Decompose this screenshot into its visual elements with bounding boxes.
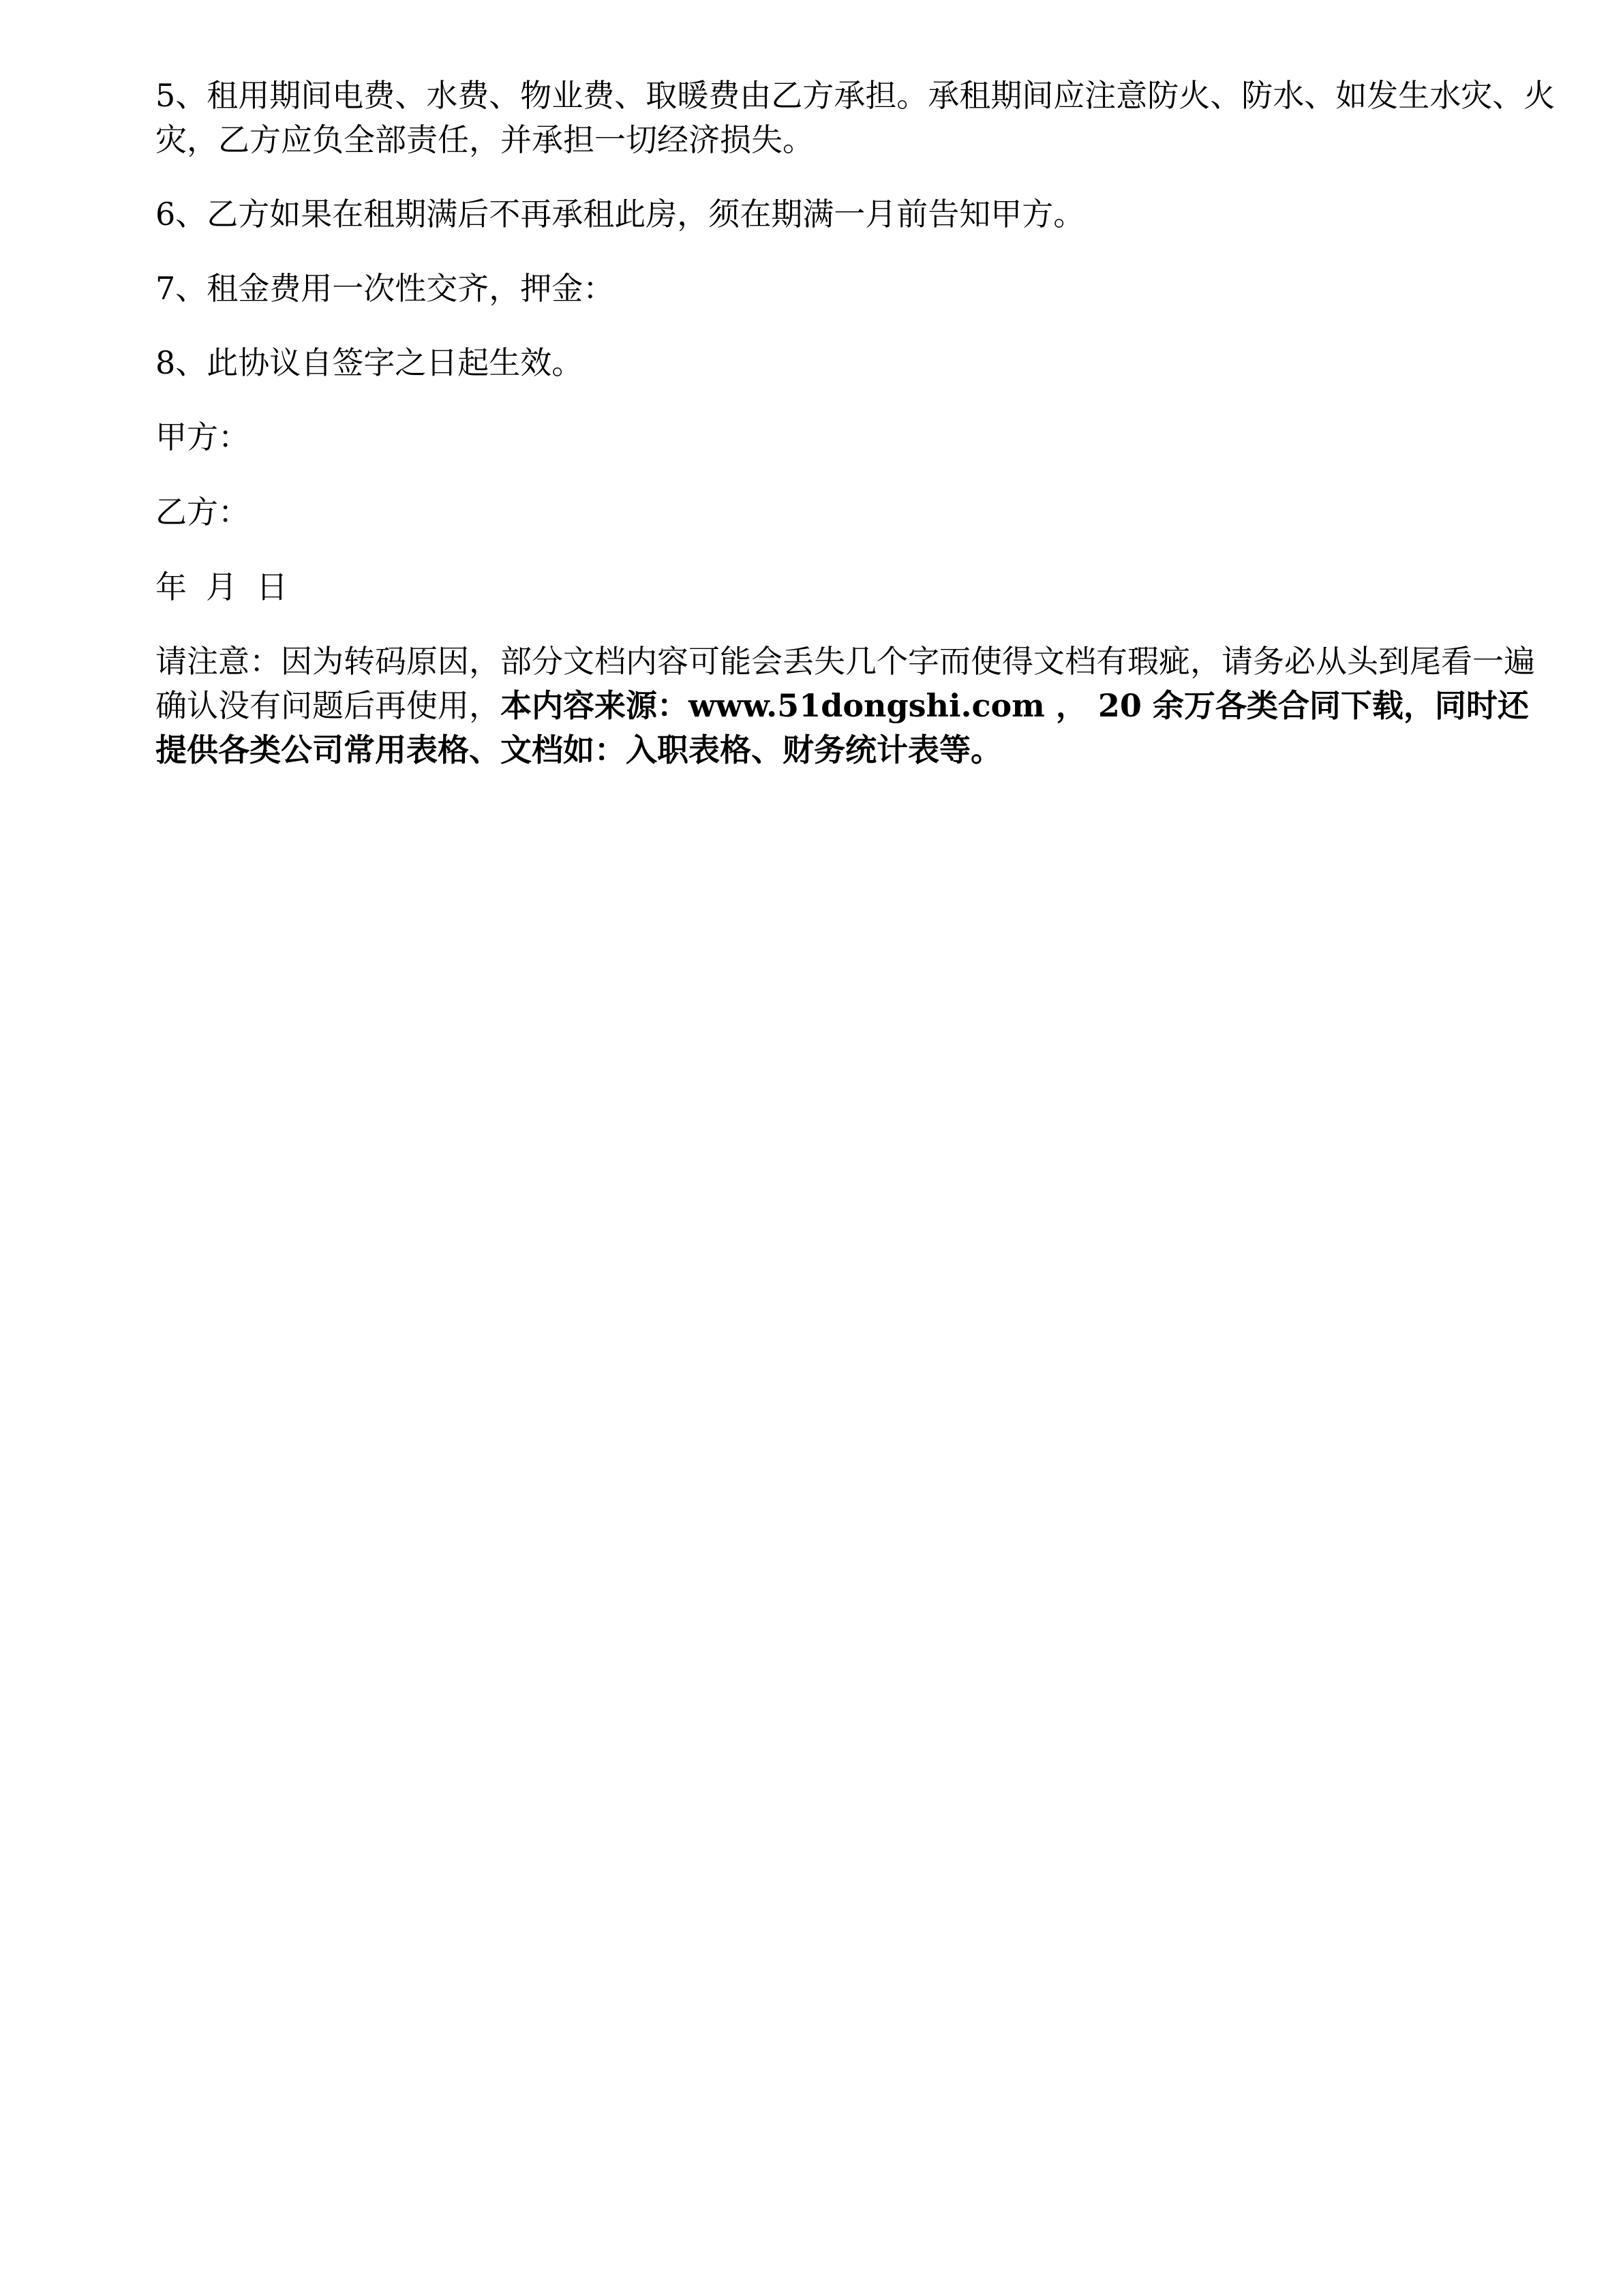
date-year: 年	[155, 569, 187, 605]
clause-7: 7、租金费用一次性交齐，押金：	[155, 270, 615, 307]
notice-source-text: 本内容来源：www.51dongshi.com ， 20 余万各类合同下载，同时还提供各类公司常用表格、文档如：入职表格、财务统计表等。	[155, 687, 1529, 768]
document-body	[155, 74, 1560, 802]
clause-8: 8、此协议自签字之日起生效。	[155, 344, 583, 381]
clause-6: 6、乙方如果在租期满后不再承租此房，须在期满一月前告知甲方。	[155, 196, 1085, 232]
notice-paragraph	[155, 639, 1560, 772]
date-month: 月	[206, 569, 237, 605]
party-b-signature: 乙方：	[155, 494, 249, 530]
signing-date	[155, 565, 1560, 609]
party-a-signature: 甲方：	[155, 419, 249, 455]
notice-text: 请注意：因为转码原因，部分文档内容可能会丢失几个字而使得文档有瑕疵，请务必从头到尾看一遍确认没有问题后再使用，	[155, 643, 1535, 724]
clause-5: 5、租用期间电费、水费、物业费、取暖费由乙方承担。承租期间应注意防火、防水、如发生水灾、火灾，乙方应负全部责任，并承担一切经济损失。	[155, 77, 1556, 158]
date-day: 日	[256, 569, 288, 605]
